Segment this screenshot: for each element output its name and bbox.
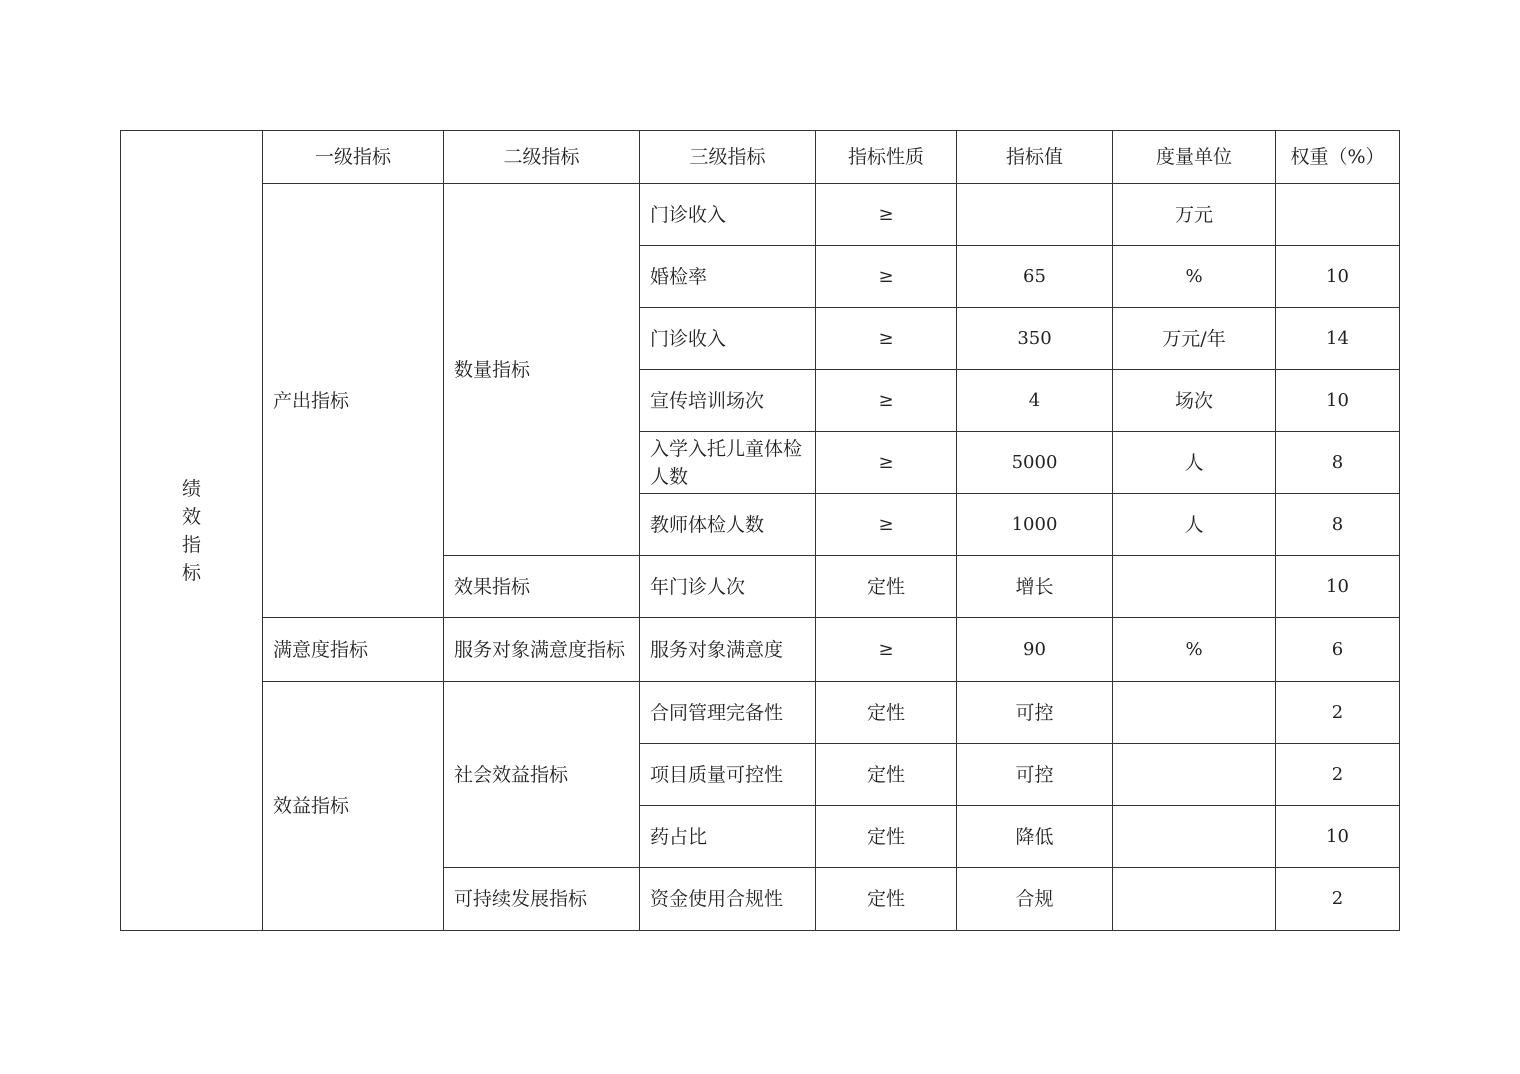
header-level1: 一级指标 [263,131,444,184]
weight-cell: 2 [1276,682,1400,744]
level2-quantity: 数量指标 [444,184,640,556]
value-cell: 1000 [957,494,1113,556]
value-cell: 65 [957,246,1113,308]
table-row [121,682,1400,744]
level2-effect: 效果指标 [444,556,640,618]
value-cell: 可控 [957,682,1113,744]
weight-cell: 10 [1276,246,1400,308]
level3-cell: 合同管理完备性 [640,682,816,744]
level3-cell: 服务对象满意度 [640,618,816,682]
value-cell: 降低 [957,806,1113,868]
unit-cell: 人 [1113,432,1276,494]
level2-sustainable: 可持续发展指标 [444,868,640,931]
performance-indicator-table [120,130,1400,931]
value-cell: 5000 [957,432,1113,494]
value-cell: 90 [957,618,1113,682]
level3-cell: 门诊收入 [640,308,816,370]
header-level2: 二级指标 [444,131,640,184]
weight-cell: 14 [1276,308,1400,370]
nature-cell: ≥ [816,618,957,682]
nature-cell: 定性 [816,868,957,931]
header-value: 指标值 [957,131,1113,184]
table-row [121,618,1400,682]
nature-cell: 定性 [816,744,957,806]
level3-cell: 药占比 [640,806,816,868]
unit-cell: 万元 [1113,184,1276,246]
header-row [121,131,1400,184]
level1-output: 产出指标 [263,184,444,618]
value-cell: 合规 [957,868,1113,931]
nature-cell: 定性 [816,556,957,618]
unit-cell [1113,556,1276,618]
weight-cell: 8 [1276,432,1400,494]
level3-cell: 年门诊人次 [640,556,816,618]
weight-cell: 10 [1276,556,1400,618]
weight-cell: 2 [1276,868,1400,931]
weight-cell: 10 [1276,370,1400,432]
unit-cell: 场次 [1113,370,1276,432]
unit-cell [1113,744,1276,806]
value-cell: 4 [957,370,1113,432]
unit-cell: % [1113,246,1276,308]
unit-cell: 万元/年 [1113,308,1276,370]
nature-cell: ≥ [816,184,957,246]
side-label-cell [121,131,263,931]
unit-cell: 人 [1113,494,1276,556]
table-row [121,184,1400,246]
level3-cell: 教师体检人数 [640,494,816,556]
nature-cell: 定性 [816,806,957,868]
nature-cell: 定性 [816,682,957,744]
level1-benefit: 效益指标 [263,682,444,931]
nature-cell: ≥ [816,370,957,432]
level3-cell: 资金使用合规性 [640,868,816,931]
weight-cell: 2 [1276,744,1400,806]
unit-cell [1113,868,1276,931]
nature-cell: ≥ [816,308,957,370]
header-unit: 度量单位 [1113,131,1276,184]
level2-social-benefit: 社会效益指标 [444,682,640,868]
nature-cell: ≥ [816,432,957,494]
unit-cell [1113,806,1276,868]
level3-cell: 门诊收入 [640,184,816,246]
unit-cell [1113,682,1276,744]
level1-satisfaction: 满意度指标 [263,618,444,682]
header-weight: 权重（%） [1276,131,1400,184]
header-nature: 指标性质 [816,131,957,184]
header-level3: 三级指标 [640,131,816,184]
level2-service-satisfaction: 服务对象满意度指标 [444,618,640,682]
level3-cell: 项目质量可控性 [640,744,816,806]
value-cell: 增长 [957,556,1113,618]
value-cell: 350 [957,308,1113,370]
value-cell [957,184,1113,246]
side-label: 绩 效 指 标 [181,477,201,584]
nature-cell: ≥ [816,246,957,308]
level3-cell: 婚检率 [640,246,816,308]
unit-cell: % [1113,618,1276,682]
level3-cell: 入学入托儿童体检人数 [640,432,816,494]
weight-cell: 8 [1276,494,1400,556]
weight-cell [1276,184,1400,246]
nature-cell: ≥ [816,494,957,556]
value-cell: 可控 [957,744,1113,806]
level3-cell: 宣传培训场次 [640,370,816,432]
weight-cell: 10 [1276,806,1400,868]
weight-cell: 6 [1276,618,1400,682]
